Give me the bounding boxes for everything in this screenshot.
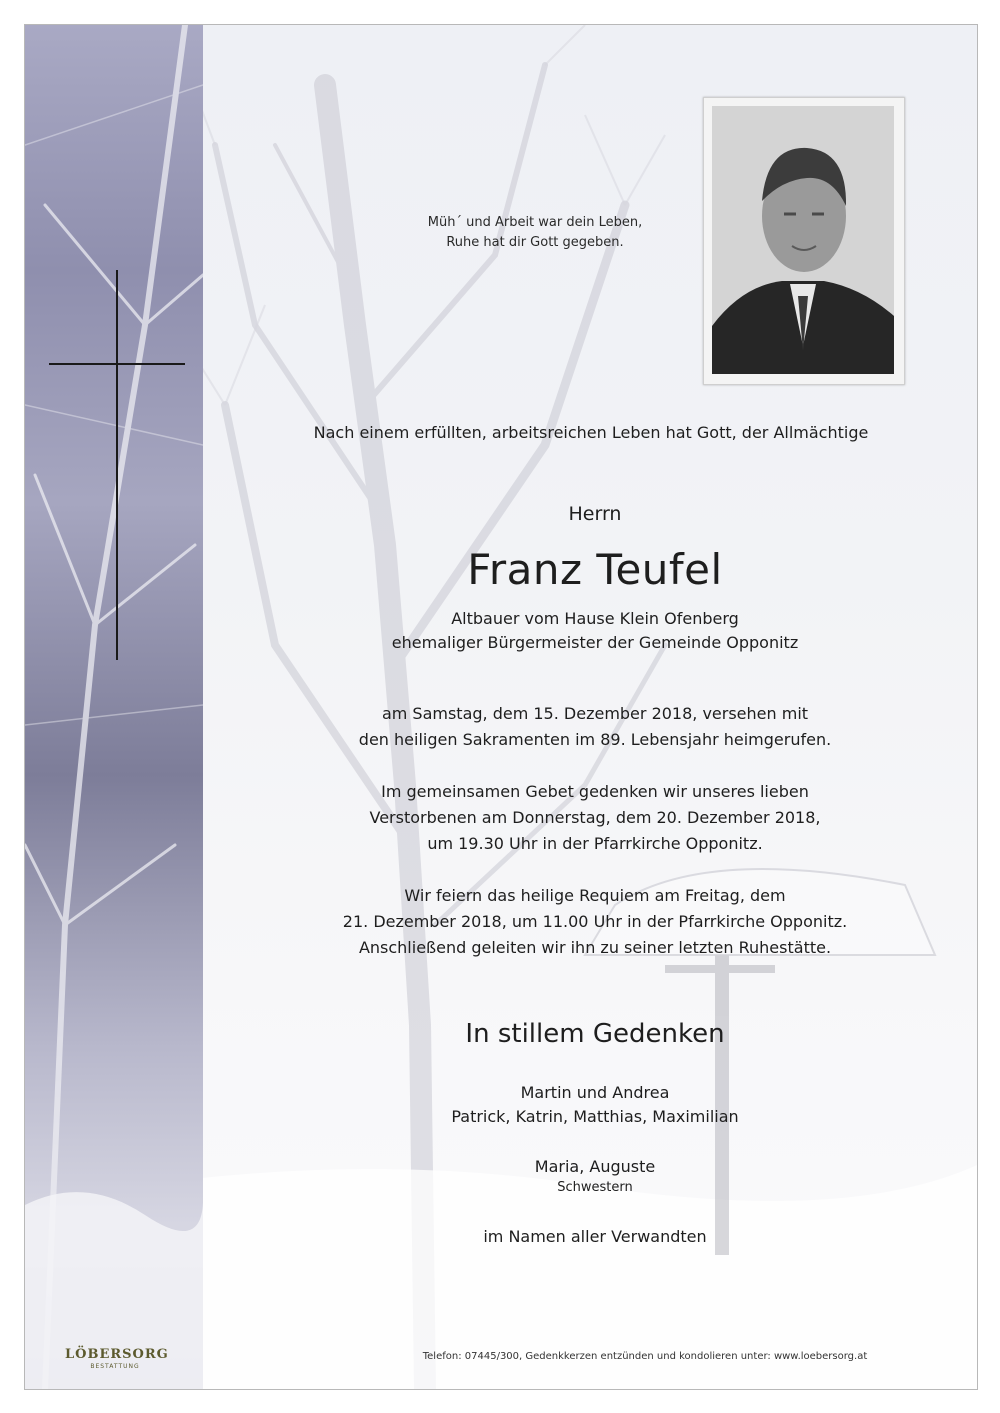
mourners-closing: im Namen aller Verwandten: [483, 1227, 707, 1246]
intro-text: Nach einem erfüllten, arbeitsreichen Leben hat Gott, der Allmächtige: [313, 423, 869, 442]
portrait-photo: [712, 106, 894, 374]
mourners-names: Maria, Auguste: [534, 1157, 656, 1176]
mourners-line-1: Martin und Andrea: [520, 1083, 670, 1102]
deceased-roles: [225, 607, 965, 655]
requiem-paragraph: [225, 883, 965, 961]
contact-footer: Telefon: 07445/300, Gedenkkerzen entzünden und kondolieren unter: www.loebersorg.at: [422, 1351, 868, 1362]
quote-line-2: Ruhe hat dir Gott gegeben.: [446, 235, 624, 250]
cross-horizontal-bar: [49, 363, 185, 365]
obituary-card: [24, 24, 978, 1390]
salutation: Herrn: [568, 503, 622, 525]
passing-line-2: den heiligen Sakramenten im 89. Lebensjahr heimgerufen.: [358, 730, 832, 749]
logo-subtitle: BESTATTUNG: [90, 1363, 140, 1370]
cross-vertical-bar: [116, 270, 118, 660]
snowy-branches-illustration: [25, 25, 203, 1389]
requiem-line-3: Anschließend geleiten wir ihn zu seiner letzten Ruhestätte.: [358, 938, 832, 957]
requiem-line-1: Wir feiern das heilige Requiem am Freitag, dem: [404, 886, 786, 905]
portrait-frame: [703, 97, 905, 385]
side-panel-image: [25, 25, 203, 1389]
passing-paragraph: [225, 701, 965, 753]
portrait-silhouette: [712, 106, 894, 374]
mourners-group-2: [325, 1155, 865, 1197]
requiem-line-2: 21. Dezember 2018, um 11.00 Uhr in der Pfarrkirche Opponitz.: [342, 912, 848, 931]
logo-name: LÖBERSORG: [65, 1347, 169, 1362]
prayer-paragraph: [225, 779, 965, 857]
deceased-name: Franz Teufel: [467, 545, 723, 594]
prayer-line-2: Verstorbenen am Donnerstag, dem 20. Dezember 2018,: [369, 808, 821, 827]
memory-heading: In stillem Gedenken: [465, 1019, 725, 1049]
mourners-group-1: [325, 1081, 865, 1129]
passing-line-1: am Samstag, dem 15. Dezember 2018, versehen mit: [381, 704, 809, 723]
memorial-quote: [365, 213, 705, 253]
quote-line-1: Müh´ und Arbeit war dein Leben,: [427, 215, 643, 230]
role-line-1: Altbauer vom Hause Klein Ofenberg: [451, 609, 739, 628]
prayer-line-1: Im gemeinsamen Gebet gedenken wir unseres lieben: [381, 782, 809, 801]
role-line-2: ehemaliger Bürgermeister der Gemeinde Opponitz: [391, 633, 799, 652]
funeral-home-logo: [65, 1347, 169, 1370]
mourners-line-2: Patrick, Katrin, Matthias, Maximilian: [451, 1107, 739, 1126]
prayer-line-3: um 19.30 Uhr in der Pfarrkirche Opponitz.: [427, 834, 763, 853]
mourners-relation: Schwestern: [557, 1180, 633, 1195]
